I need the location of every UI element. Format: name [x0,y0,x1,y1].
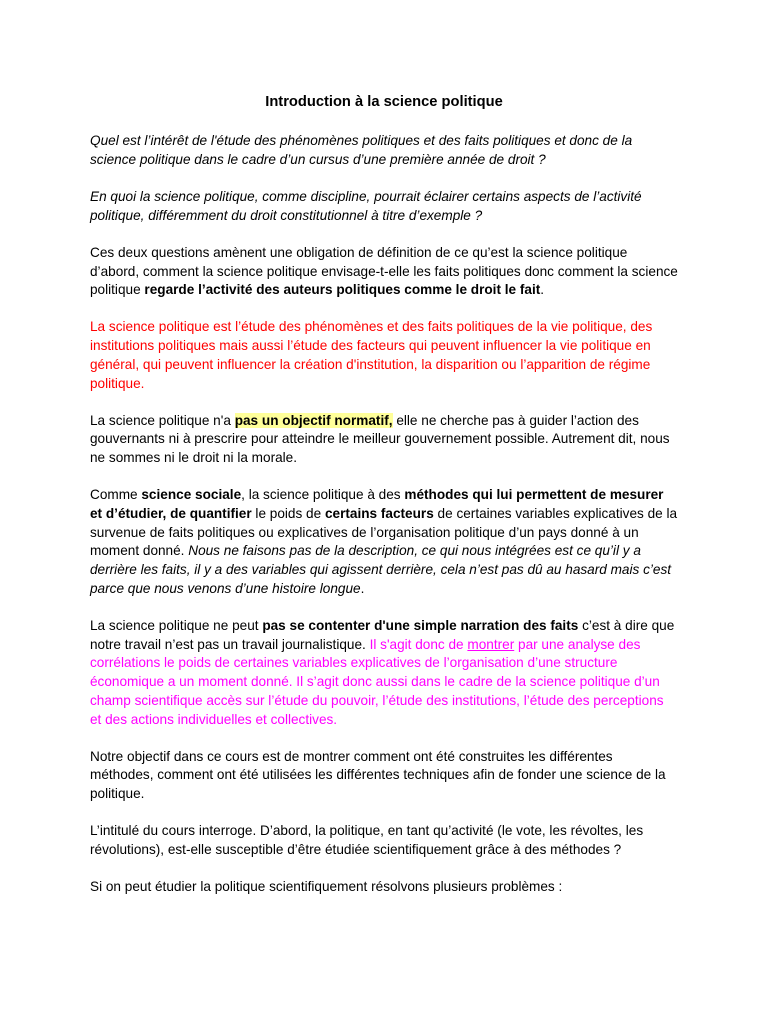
paragraph-objective: Notre objectif dans ce cours est de montrer comment ont été construites les différentes méthodes, comment ont été utilisées les différentes techniques afin de fonder une science de la politique. [90,748,666,802]
highlighted-bold-run: pas un objectif normatif, [234,412,393,428]
text-run: de certaines variables explicatives de la survenue de faits politiques ou explicatives de l’organisation politique d’un pays donné à un moment donné. [90,506,678,559]
document-title: Introduction à la science politique [265,94,503,110]
text-run: elle ne cherche pas à guider l’action des gouvernants ni à prescrire pour atteindre le meilleur gouvernement possible. Autrement dit, nous ne sommes ni le droit ni la morale. [90,412,670,466]
text-run: le poids de [251,506,325,522]
paragraph-narration [90,617,678,729]
magenta-run: Il s'agit donc de [369,636,468,652]
question-2: En quoi la science politique, comme discipline, pourrait éclairer certains aspects de l’activité politique, différemment du droit constitutionnel à titre d’exemple ? [90,188,642,223]
text-run: Ces deux questions amènent une obligation de définition de ce qu’est la science politique d’abord, comment la science politique envisage-t-elle les faits politiques donc comment la science politique [90,244,678,298]
paragraph-course-title: L’intitulé du cours interroge. D’abord, la politique, en tant qu’activité (le vote, les révoltes, les révolutions), est-elle susceptible d’être étudiée scientifiquement grâce à des méthodes ? [90,823,644,858]
paragraph-normative [90,412,678,468]
text-run: La science politique n'a [90,412,235,428]
text-run: . [540,282,545,298]
bold-run: certains facteurs [324,506,434,522]
underlined-magenta-run: montrer [467,636,515,652]
bold-run: méthodes qui lui permettent de mesurer et d’étudier, de quantifier [90,487,664,522]
magenta-run: par une analyse des corrélations le poids de certaines variables explicatives de l’organisation d’une structure économique a un moment donné. Il s’agit donc aussi dans le cadre de la science politique d’un champ scientifique accès sur l’étude du pouvoir, l’étude des institutions, l’étude des perceptions et des actions individuelles et collectives. [90,636,664,727]
bold-run: regarde l’activité des auteurs politiques comme le droit le fait [144,282,541,298]
text-run: Comme [90,487,142,503]
text-run: La science politique ne peut [90,618,263,634]
bold-run: science sociale [141,487,242,503]
paragraph-social-science [90,486,678,598]
paragraph-red-definition: La science politique est l’étude des phénomènes et des faits politiques de la vie politique, des institutions politiques mais aussi l’étude des facteurs qui peuvent influencer la vie politique en général, qui peuvent influencer la création d'institution, la disparition ou l’apparition de régime politique. [90,319,653,391]
paragraph-problems: Si on peut étudier la politique scientifiquement résolvons plusieurs problèmes : [90,879,563,895]
paragraph-definition [90,244,678,300]
text-run: c’est à dire que notre travail n’est pas un travail journalistique. [90,618,675,652]
bold-run: pas se contenter d'une simple narration des faits [262,618,579,634]
text-run: , la science politique à des [241,487,405,503]
text-run: . [360,580,365,596]
italic-run: Nous ne faisons pas de la description, ce qui nous intégrées est ce qu’il y a derrière les faits, il y a des variables qui agissent derrière, cela n’est pas dû au hasard mais c’est parce que nous venons d’une histoire longue [90,543,672,596]
question-1: Quel est l’intérêt de l'étude des phénomènes politiques et des faits politiques et donc de la science politique dans le cadre d’un cursus d’une première année de droit ? [90,133,633,167]
